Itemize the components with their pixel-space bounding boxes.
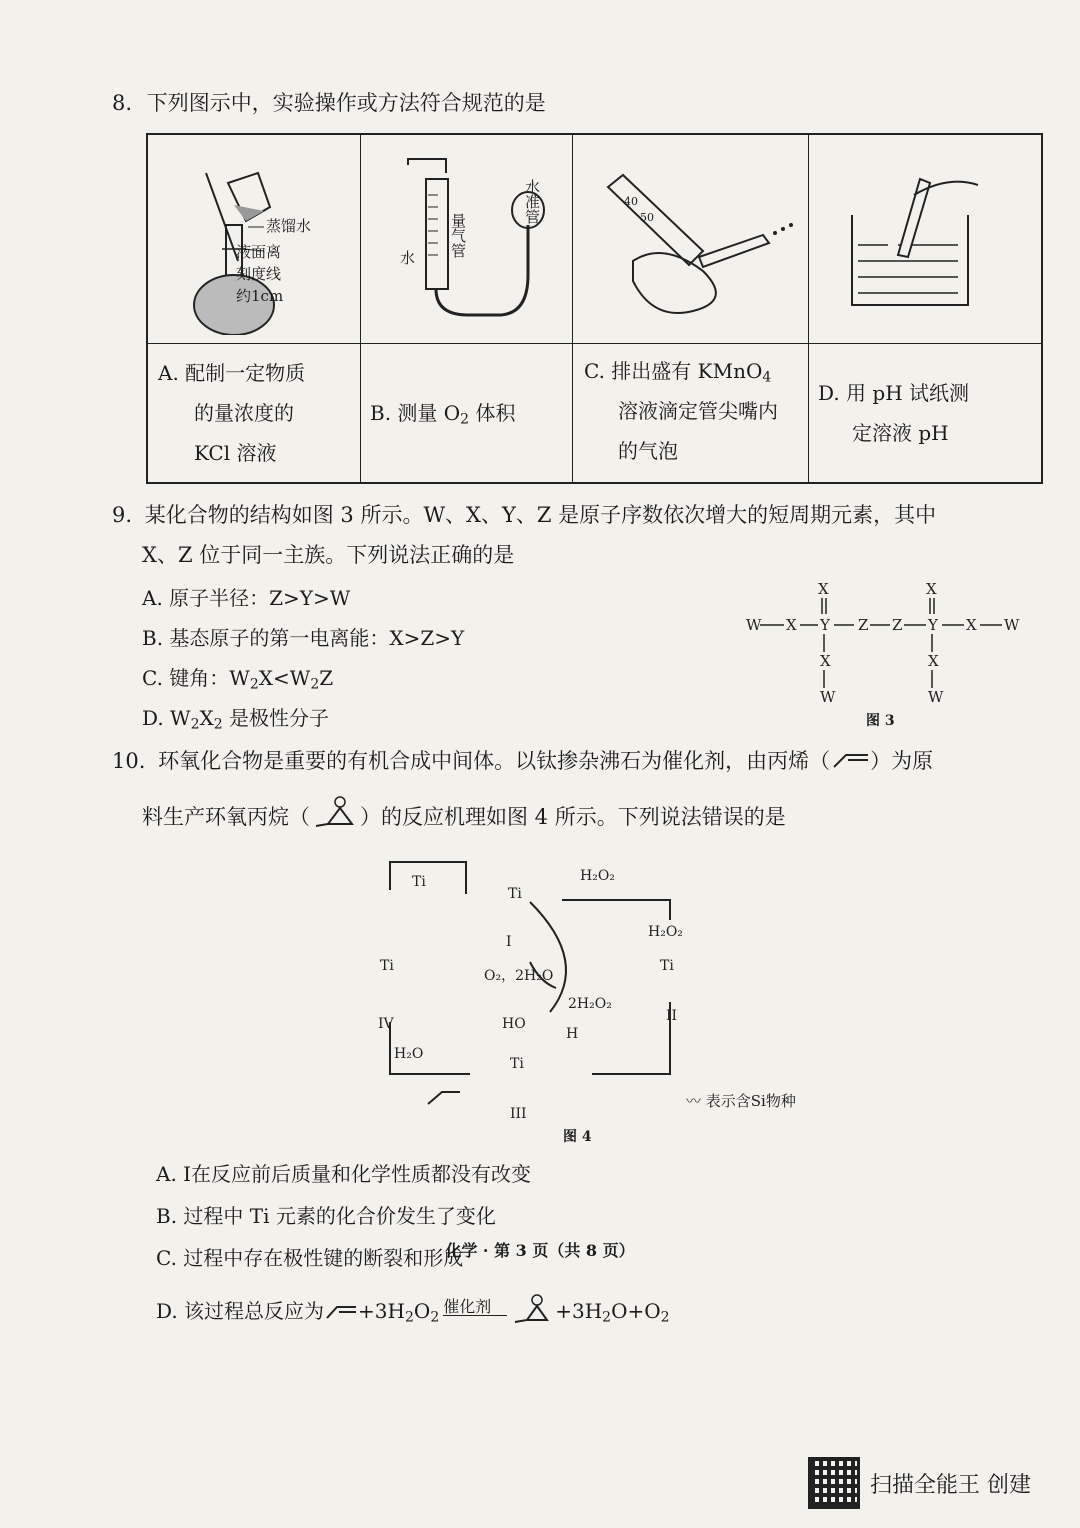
f3-x-left: X — [786, 616, 797, 634]
q9-stem: 9. 某化合物的结构如图 3 所示。W、X、Y、Z 是原子序数依次增大的短周期元素，其中 — [112, 503, 937, 527]
f3-y-left: Y — [820, 616, 830, 634]
fig-b-water-label: 水 — [400, 249, 416, 267]
q9-option-b[interactable]: B. 基态原子的第一电离能：X>Z>Y — [142, 626, 465, 650]
burette-bubble-figure — [603, 171, 803, 321]
fig-c-tick-50: 50 — [640, 211, 654, 224]
f4-ti-IV: Ti — [380, 958, 394, 974]
q9-option-d[interactable]: D. $W_2X_2$ 是极性分子 — [142, 706, 330, 733]
q8-option-a[interactable]: A. 配制一定物质 的量浓度的 KCl 溶液 — [158, 361, 306, 465]
q10-option-c[interactable]: C. 过程中存在极性键的断裂和形成 — [156, 1246, 464, 1270]
fig-a-label-4: 约1cm — [236, 287, 284, 305]
fig-a-label-2: 液面离 — [236, 243, 282, 261]
f3-w-left: W — [746, 616, 762, 634]
f4-o2-2h2o: O₂，2H₂O — [484, 968, 554, 984]
f3-x-right: X — [966, 616, 977, 634]
f3-z-right: Z — [892, 616, 903, 634]
f4-two-h2o2: 2H₂O₂ — [568, 996, 612, 1012]
f3-z-left: Z — [858, 616, 869, 634]
f4-h2o2-II: H₂O₂ — [648, 924, 683, 940]
silicon-species-icon: 〰 — [686, 1092, 706, 1110]
page-footer: 化学 · 第 3 页（共 8 页） — [445, 1241, 635, 1260]
figure-3-caption: 图 3 — [866, 713, 895, 729]
f3-w-right: W — [1004, 616, 1020, 634]
fig-b-gauge-label: 量气管 — [449, 213, 467, 258]
q10-stem-line2: 料生产环氧丙烷（ ）的反应机理如图 4 所示。下列说法错误的是 — [142, 796, 786, 832]
f4-label-II: II — [666, 1008, 678, 1024]
figure-4-legend: 〰 表示含Si物种 — [686, 1092, 796, 1110]
scanner-stamp — [808, 1457, 1031, 1509]
ph-paper-beaker-figure — [838, 175, 1008, 315]
stamp-text: 扫描全能王 创建 — [870, 1472, 1031, 1498]
f4-ti-top: Ti — [508, 886, 522, 902]
f4-label-IV: IV — [378, 1016, 394, 1032]
f4-h2o: H₂O — [394, 1046, 424, 1062]
fig-b-level-label: 水准管 — [523, 179, 541, 224]
fig-a-label-1: 蒸馏水 — [266, 217, 312, 235]
q10-stem: 10. 环氧化合物是重要的有机合成中间体。以钛掺杂沸石为催化剂，由丙烯（ ）为原 — [112, 749, 934, 773]
propene-icon — [830, 749, 870, 771]
q10-option-d[interactable]: D. 该过程总反应为 $+3H_2O_2$ 催化剂 $+3H_2O+O_2$ — [156, 1294, 670, 1326]
f3-w-bot1: W — [820, 688, 836, 706]
q9-stem-line2: X、Z 位于同一主族。下列说法正确的是 — [142, 543, 515, 567]
q8-option-c[interactable]: C. 排出盛有 KMnO$_4$ 溶液滴定管尖嘴内 的气泡 — [584, 359, 778, 463]
f4-ti-II: Ti — [660, 958, 674, 974]
fig-a-label-3: 刻度线 — [236, 265, 282, 283]
figure-4-caption: 图 4 — [563, 1129, 592, 1145]
catalyst-arrow: 催化剂 — [443, 1315, 507, 1316]
f3-y-right: Y — [928, 616, 938, 634]
q10-option-b[interactable]: B. 过程中 Ti 元素的化合价发生了变化 — [156, 1204, 496, 1228]
f4-h: H — [566, 1026, 579, 1042]
q8-stem: 8. 下列图示中，实验操作或方法符合规范的是 — [112, 91, 546, 115]
f3-x-bot1: X — [820, 652, 831, 670]
f4-label-I: I — [506, 934, 512, 950]
f3-x-top2: X — [926, 580, 937, 598]
q9-option-c[interactable]: C. 键角：$W_2X<W_2Z$ — [142, 666, 334, 693]
figure-4-mechanism — [330, 842, 830, 1132]
propylene-oxide-icon — [310, 796, 360, 830]
q9-option-a[interactable]: A. 原子半径：Z>Y>W — [142, 586, 351, 610]
qr-code-icon — [808, 1457, 860, 1509]
q8-option-b[interactable]: B. 测量 $O_2$ 体积 — [370, 401, 516, 428]
q8-figure-table — [146, 133, 1043, 484]
fig-c-tick-40: 40 — [624, 195, 638, 208]
f3-w-bot2: W — [928, 688, 944, 706]
f4-ti-i: Ti — [412, 874, 426, 890]
f4-ti-III: Ti — [510, 1056, 524, 1072]
f3-x-top1: X — [818, 580, 829, 598]
q8-option-d[interactable]: D. 用 pH 试纸测 定溶液 pH — [818, 381, 969, 445]
propylene-oxide-icon — [511, 1294, 555, 1326]
f4-h2o2-top: H₂O₂ — [580, 868, 615, 884]
f4-ho: HO — [502, 1016, 526, 1032]
figure-3-structure — [740, 578, 1030, 708]
propene-icon — [324, 1301, 358, 1321]
f4-label-III: III — [510, 1106, 527, 1122]
q10-option-a[interactable]: A. Ⅰ在反应前后质量和化学性质都没有改变 — [156, 1162, 532, 1186]
f3-x-bot2: X — [928, 652, 939, 670]
